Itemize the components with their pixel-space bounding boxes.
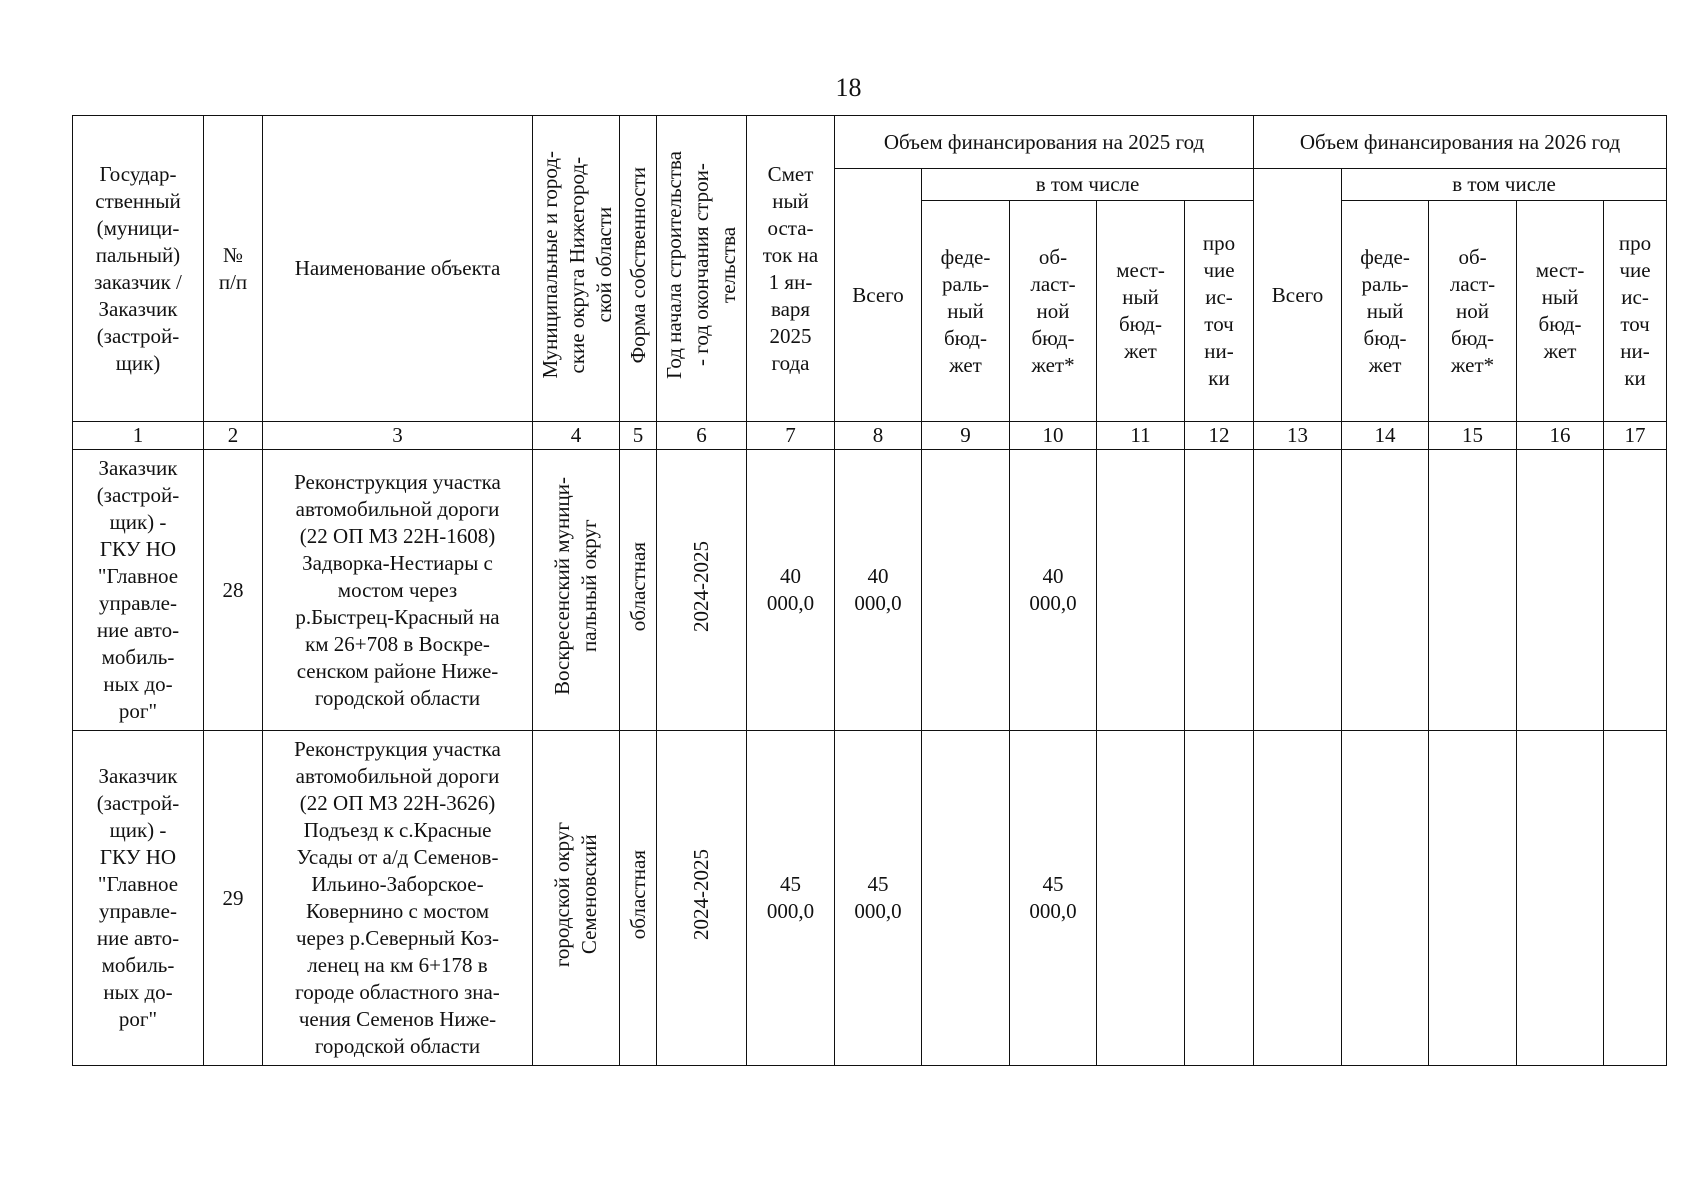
cell-other-2026 — [1604, 450, 1667, 731]
cell-ownership: областная — [620, 450, 657, 731]
column-number: 15 — [1429, 422, 1517, 450]
cell-total-2026 — [1254, 731, 1342, 1066]
column-number: 2 — [204, 422, 263, 450]
cell-ownership: областная — [620, 731, 657, 1066]
cell-customer: Заказчик (застрой- щик) - ГКУ НО "Главное управле- ние авто- мобиль- ных до- рог" — [73, 731, 204, 1066]
column-number: 3 — [263, 422, 533, 450]
page-number: 18 — [835, 73, 862, 102]
cell-index: 29 — [204, 731, 263, 1066]
column-number: 10 — [1010, 422, 1097, 450]
header-municipality: Муниципальные и город- ские округа Нижегород- ской области — [533, 116, 620, 422]
cell-other-2025 — [1185, 450, 1254, 731]
cell-index: 28 — [204, 450, 263, 731]
column-number: 14 — [1342, 422, 1429, 450]
cell-municipality: городской округ Семеновский — [533, 731, 620, 1066]
cell-federal-2025 — [922, 731, 1010, 1066]
cell-total-2025: 40 000,0 — [835, 450, 922, 731]
header-including-2025: в том числе — [922, 169, 1254, 201]
column-number: 12 — [1185, 422, 1254, 450]
header-regional-2026: об- ласт- ной бюд- жет* — [1429, 201, 1517, 422]
cell-local-2025 — [1097, 731, 1185, 1066]
header-local-2025: мест- ный бюд- жет — [1097, 201, 1185, 422]
header-regional-2025: об- ласт- ной бюд- жет* — [1010, 201, 1097, 422]
header-funding-2026: Объем финансирования на 2026 год — [1254, 116, 1667, 169]
header-total-2026: Всего — [1254, 169, 1342, 422]
header-federal-2025: феде- раль- ный бюд- жет — [922, 201, 1010, 422]
column-number: 5 — [620, 422, 657, 450]
cell-customer: Заказчик (застрой- щик) - ГКУ НО "Главное управле- ние авто- мобиль- ных до- рог" — [73, 450, 204, 731]
cell-federal-2026 — [1342, 450, 1429, 731]
cell-total-2025: 45 000,0 — [835, 731, 922, 1066]
header-local-2026: мест- ный бюд- жет — [1517, 201, 1604, 422]
cell-object-name: Реконструкция участка автомобильной дороги (22 ОП МЗ 22Н-1608) Задворка-Нестиары с мостом через р.Быстрец-Красный на км 26+708 в Воскре- сенском районе Ниже- городской области — [263, 450, 533, 731]
column-number: 16 — [1517, 422, 1604, 450]
cell-federal-2026 — [1342, 731, 1429, 1066]
cell-estimate-balance: 40 000,0 — [747, 450, 835, 731]
column-number: 6 — [657, 422, 747, 450]
header-years: Год начала строительства - год окончания строи- тельства — [657, 116, 747, 422]
table-row — [73, 450, 1667, 731]
cell-estimate-balance: 45 000,0 — [747, 731, 835, 1066]
header-federal-2026: феде- раль- ный бюд- жет — [1342, 201, 1429, 422]
column-number: 11 — [1097, 422, 1185, 450]
header-other-2026: про чие ис- точ ни- ки — [1604, 201, 1667, 422]
column-number: 17 — [1604, 422, 1667, 450]
header-ownership: Форма собственности — [620, 116, 657, 422]
cell-other-2025 — [1185, 731, 1254, 1066]
header-index: № п/п — [204, 116, 263, 422]
column-number: 4 — [533, 422, 620, 450]
cell-municipality: Воскресенский муници- пальный округ — [533, 450, 620, 731]
cell-years: 2024-2025 — [657, 731, 747, 1066]
cell-local-2026 — [1517, 450, 1604, 731]
header-funding-2025: Объем финансирования на 2025 год — [835, 116, 1254, 169]
cell-regional-2025: 45 000,0 — [1010, 731, 1097, 1066]
column-number: 9 — [922, 422, 1010, 450]
cell-other-2026 — [1604, 731, 1667, 1066]
table-row — [73, 731, 1667, 1066]
header-row-1 — [73, 116, 1667, 169]
cell-object-name: Реконструкция участка автомобильной дороги (22 ОП МЗ 22Н-3626) Подъезд к с.Красные Усады от а/д Семенов- Ильино-Заборское- Ковернино с мостом через р.Северный Коз- ленец на км 6+178 в городе областного зна- чения Семенов Ниже- городской области — [263, 731, 533, 1066]
header-object-name: Наименование объекта — [263, 116, 533, 422]
column-number: 8 — [835, 422, 922, 450]
cell-years: 2024-2025 — [657, 450, 747, 731]
column-number: 13 — [1254, 422, 1342, 450]
cell-regional-2025: 40 000,0 — [1010, 450, 1097, 731]
column-number-row — [73, 422, 1667, 450]
header-customer: Государ- ственный (муници- пальный) заказчик / Заказчик (застрой- щик) — [73, 116, 204, 422]
column-number: 7 — [747, 422, 835, 450]
header-including-2026: в том числе — [1342, 169, 1667, 201]
cell-regional-2026 — [1429, 731, 1517, 1066]
cell-local-2026 — [1517, 731, 1604, 1066]
cell-total-2026 — [1254, 450, 1342, 731]
column-number: 1 — [73, 422, 204, 450]
cell-regional-2026 — [1429, 450, 1517, 731]
header-total-2025: Всего — [835, 169, 922, 422]
funding-table — [72, 115, 1667, 1066]
header-estimate-balance: Смет ный оста- ток на 1 ян- варя 2025 года — [747, 116, 835, 422]
cell-federal-2025 — [922, 450, 1010, 731]
cell-local-2025 — [1097, 450, 1185, 731]
header-other-2025: про чие ис- точ ни- ки — [1185, 201, 1254, 422]
